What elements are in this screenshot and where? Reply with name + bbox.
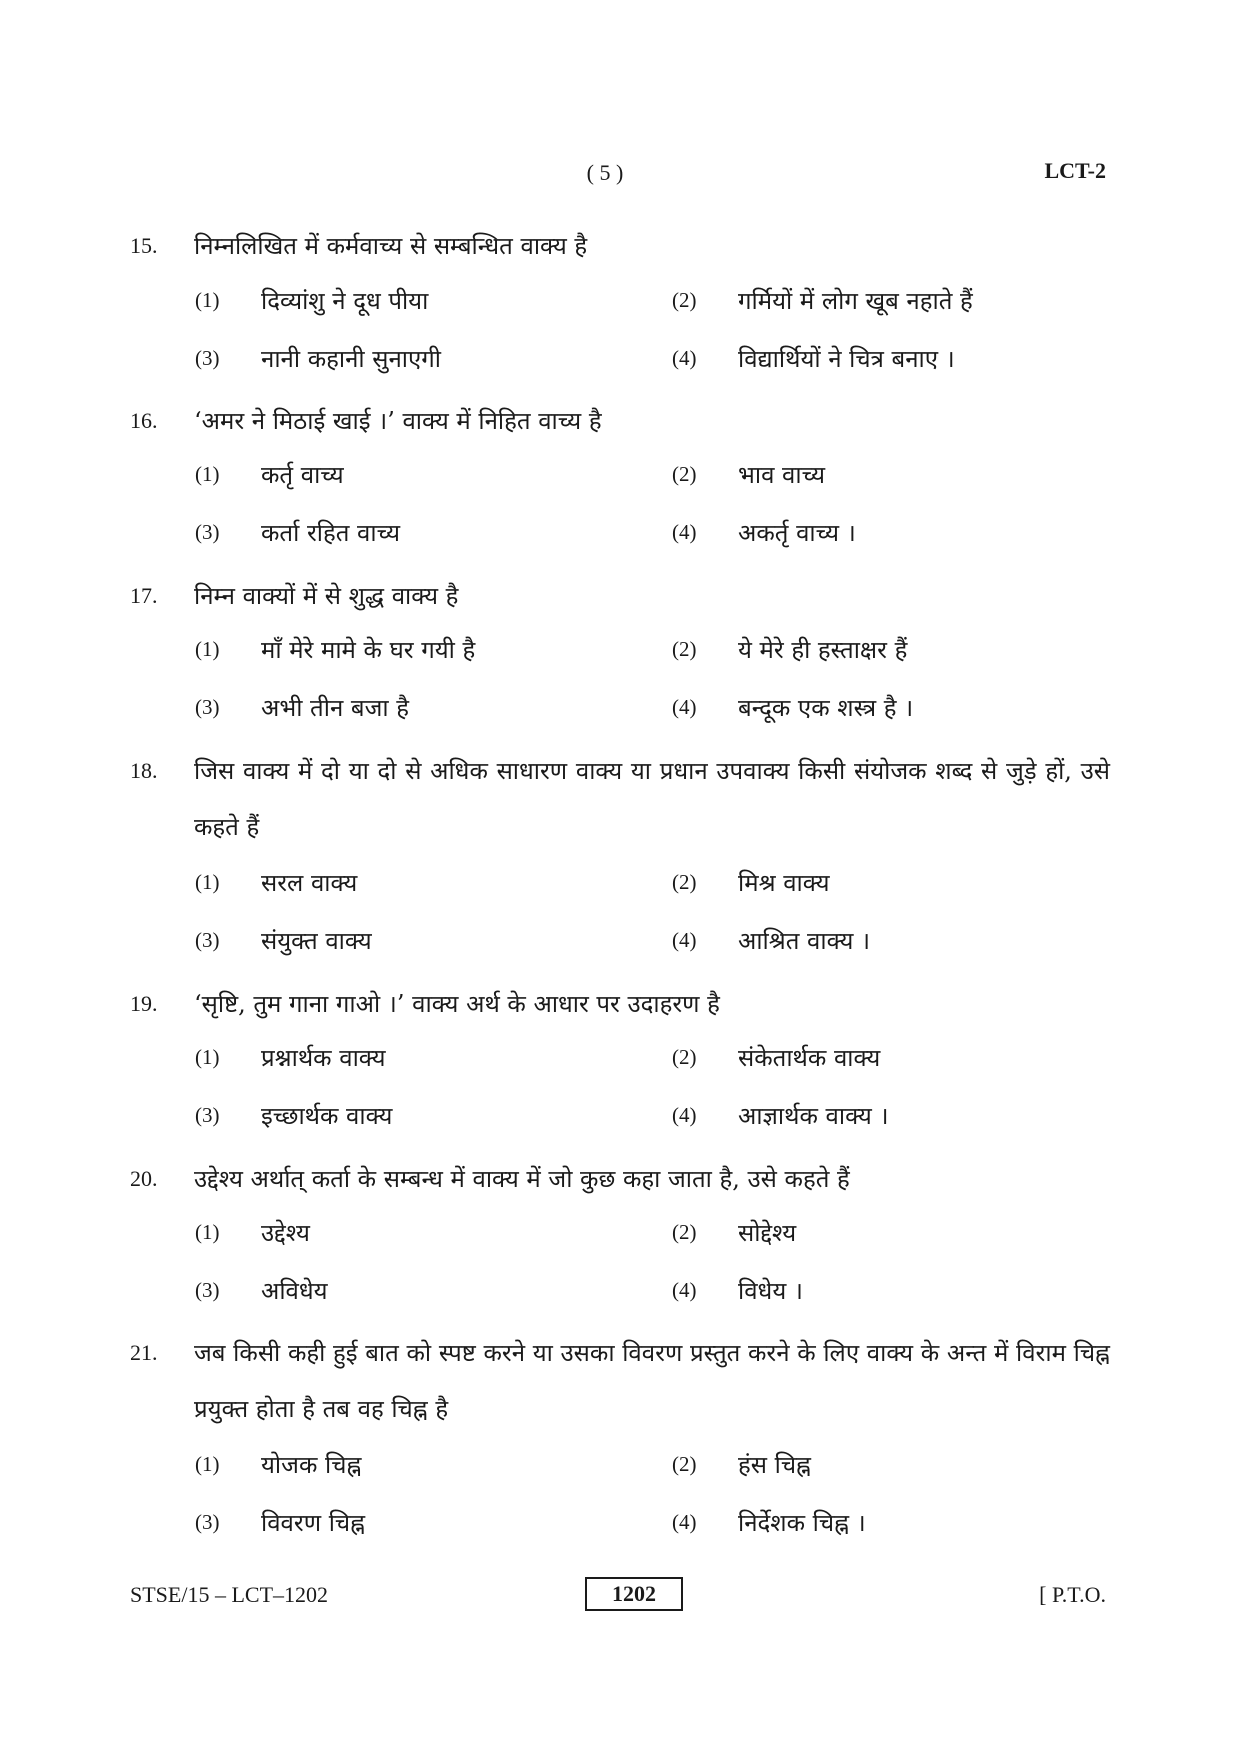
question-number: 17. [130,583,158,608]
option-text: विद्यार्थियों ने चित्र बनाए । [738,345,955,373]
option-label: (4) [672,928,697,952]
option-text: प्रश्नार्थक वाक्य [261,1044,386,1072]
option-label: (2) [672,462,697,486]
question-text: जब किसी कही हुई बात को स्पष्ट करने या उसका विवरण प्रस्तुत करने के लिए वाक्य के अन्त में विराम चिह्न प्रयुक्त होता है तब वह चिह्न है [194,1339,1110,1423]
footer-booklet-number: 1202 [585,1577,683,1611]
option-label: (1) [195,870,220,894]
option-text: हंस चिह्न [738,1451,811,1479]
option-label: (4) [672,1278,697,1302]
option-text: संकेतार्थक वाक्य [738,1044,881,1072]
question-text: निम्न वाक्यों में से शुद्ध वाक्य है [194,582,459,610]
option-label: (3) [195,1278,220,1302]
option-text: दिव्यांशु ने दूध पीया [261,287,429,315]
question-number: 21. [130,1340,158,1365]
question-number: 20. [130,1166,158,1191]
question-text: जिस वाक्य में दो या दो से अधिक साधारण वाक्य या प्रधान उपवाक्य किसी संयोजक शब्द से जुड़े हों, उसे कहते हैं [194,757,1110,841]
option-text: अविधेय [261,1277,328,1305]
question-text: उद्देश्य अर्थात् कर्ता के सम्बन्ध में वाक्य में जो कुछ कहा जाता है, उसे कहते हैं [194,1165,850,1193]
question-number: 19. [130,991,158,1016]
option-text: निर्देशक चिह्न । [738,1509,866,1537]
option-label: (3) [195,520,220,544]
option-label: (4) [672,520,697,544]
option-text: ये मेरे ही हस्ताक्षर हैं [738,636,908,664]
option-label: (3) [195,346,220,370]
option-label: (2) [672,1045,697,1069]
option-text: अभी तीन बजा है [261,694,409,722]
footer-paper-id: STSE/15 – LCT–1202 [130,1582,329,1607]
option-label: (2) [672,637,697,661]
option-text: सरल वाक्य [261,869,358,897]
option-label: (3) [195,1103,220,1127]
option-text: आश्रित वाक्य । [738,927,871,955]
option-label: (2) [672,1452,697,1476]
option-text: माँ मेरे मामे के घर गयी है [261,636,476,664]
question-text: ‘सृष्टि, तुम गाना गाओ ।’ वाक्य अर्थ के आधार पर उदाहरण है [194,990,720,1018]
option-label: (1) [195,288,220,312]
option-label: (2) [672,288,697,312]
option-label: (4) [672,1510,697,1534]
question-text: निम्नलिखित में कर्मवाच्य से सम्बन्धित वाक्य है [194,232,588,260]
option-label: (4) [672,346,697,370]
option-text: योजक चिह्न [261,1451,362,1479]
option-text: उद्देश्य [261,1219,310,1247]
option-text: इच्छार्थक वाक्य [261,1102,393,1130]
option-label: (4) [672,695,697,719]
question-number: 15. [130,233,158,258]
option-label: (1) [195,1220,220,1244]
option-label: (2) [672,870,697,894]
option-text: सोद्देश्य [738,1219,797,1247]
question-text: ‘अमर ने मिठाई खाई ।’ वाक्य में निहित वाच्य है [194,407,602,435]
option-text: कर्तृ वाच्य [261,461,344,489]
option-text: विवरण चिह्न [261,1509,366,1537]
option-label: (1) [195,1452,220,1476]
option-text: अकर्तृ वाच्य । [738,519,856,547]
option-text: आज्ञार्थक वाक्य । [738,1102,889,1130]
option-text: बन्दूक एक शस्त्र है । [738,694,914,722]
option-text: नानी कहानी सुनाएगी [261,345,442,373]
option-label: (1) [195,637,220,661]
option-label: (1) [195,462,220,486]
option-label: (3) [195,928,220,952]
option-label: (1) [195,1045,220,1069]
option-text: मिश्र वाक्य [738,869,830,897]
question-number: 16. [130,408,158,433]
option-label: (3) [195,1510,220,1534]
page-number: ( 5 ) [586,160,624,185]
option-label: (2) [672,1220,697,1244]
option-text: संयुक्त वाक्य [261,927,372,955]
option-label: (4) [672,1103,697,1127]
option-text: भाव वाच्य [738,461,826,489]
paper-code: LCT-2 [1044,158,1106,183]
footer-pto: [ P.T.O. [1039,1582,1106,1607]
option-label: (3) [195,695,220,719]
option-text: गर्मियों में लोग खूब नहाते हैं [738,287,973,315]
option-text: विधेय । [738,1277,803,1305]
question-number: 18. [130,758,158,783]
option-text: कर्ता रहित वाच्य [261,519,401,547]
